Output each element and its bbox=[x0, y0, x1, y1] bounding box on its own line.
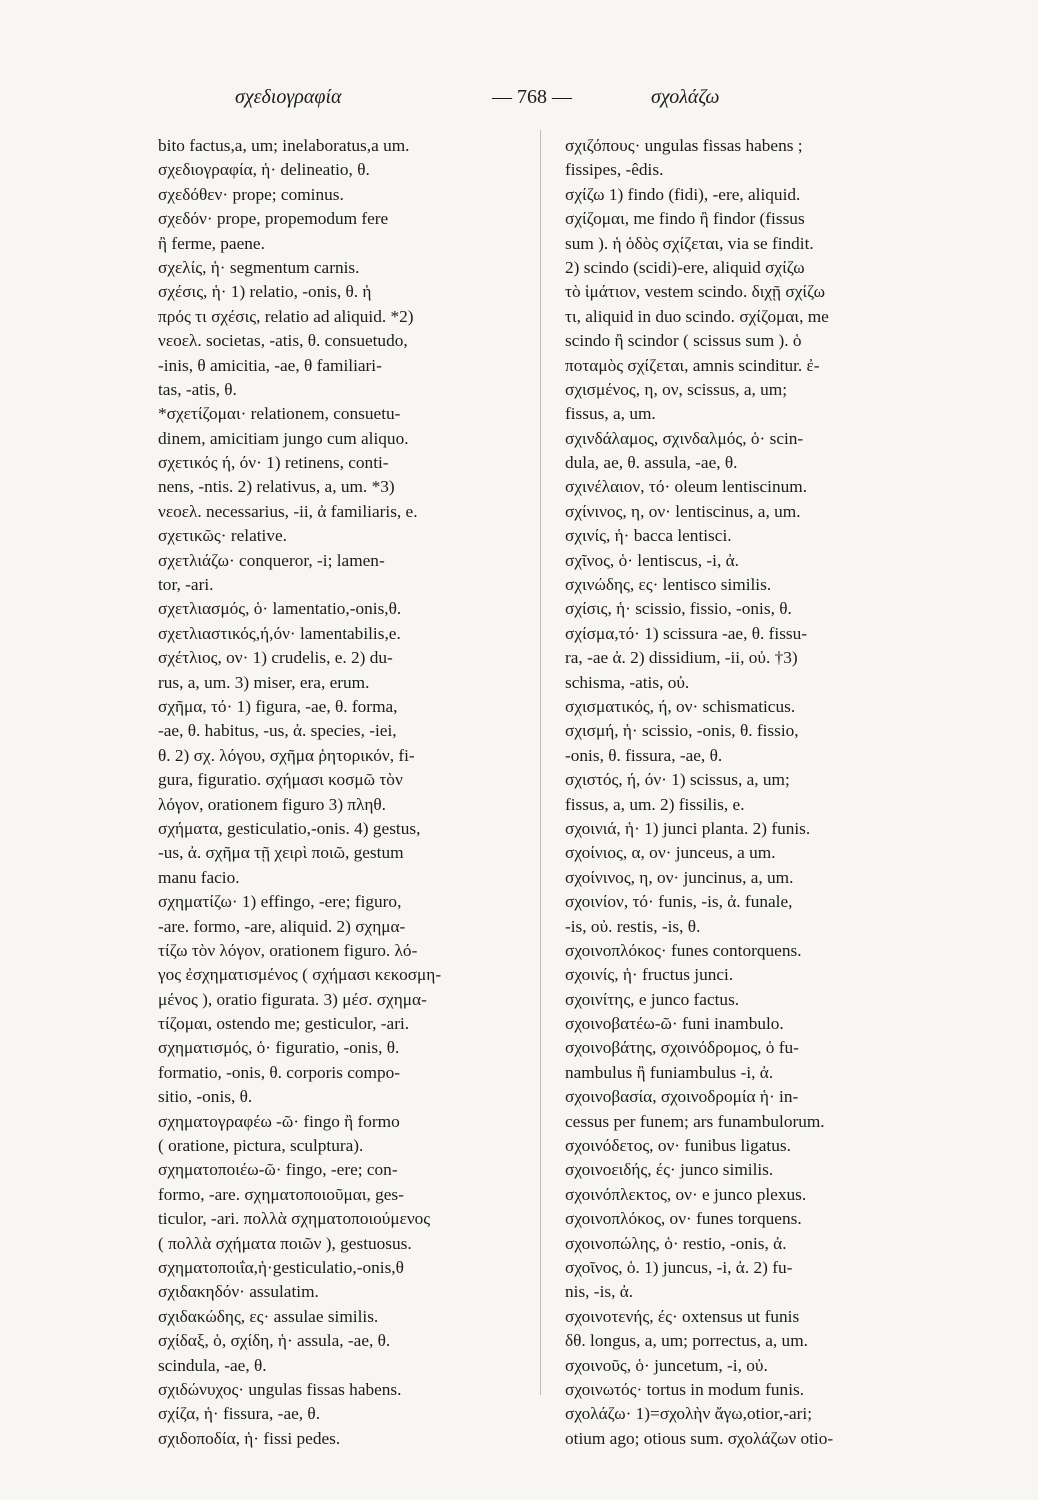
entry-line: fissus, a, um. 2) fissilis, e. bbox=[565, 794, 745, 814]
entry-line: σχοινίον, τό· funis, -is, ἀ. funale, bbox=[565, 892, 793, 912]
entry-line: σχηματοποιΐα,ἡ·gesticulatio,-onis,θ bbox=[158, 1257, 404, 1277]
entry-line: νεοελ. necessarius, -ii, ἀ familiaris, e. bbox=[158, 501, 418, 521]
entry-line: σχισμένος, η, ον, scissus, a, um; bbox=[565, 379, 788, 399]
entry-line: σχηματογραφέω -ῶ· fingo ἢ formo bbox=[158, 1111, 400, 1131]
entry-line: -onis, θ. fissura, -ae, θ. bbox=[565, 745, 723, 765]
entry-line: otium ago; otious sum. σχολάζων otio- bbox=[565, 1428, 834, 1448]
entry-line: ποταμὸς σχίζεται, amnis scinditur. ἐ- bbox=[565, 355, 820, 375]
entry-line: σχοινοπλόκος, ον· funes torquens. bbox=[565, 1209, 802, 1229]
entry-line: formo, -are. σχηματοποιοῦμαι, ges- bbox=[158, 1184, 404, 1204]
entry-line: σχοινίς, ἡ· fructus junci. bbox=[565, 965, 734, 985]
entry-line: σχηματοποιέω-ῶ· fingo, -ere; con- bbox=[158, 1160, 398, 1180]
entry-line: τι, aliquid in duo scindo. σχίζομαι, me bbox=[565, 306, 829, 326]
entry-line: σχελίς, ἡ· segmentum carnis. bbox=[158, 257, 360, 277]
entry-line: tor, -ari. bbox=[158, 575, 214, 595]
page-header bbox=[0, 86, 1038, 116]
entry-line: ticulor, -ari. πολλὰ σχηματοποιούμενος bbox=[158, 1209, 431, 1229]
entry-line: nens, -ntis. 2) relativus, a, um. *3) bbox=[158, 477, 395, 497]
entry-line: σχήματα, gesticulatio,-onis. 4) gestus, bbox=[158, 818, 421, 838]
entry-line: σχοινόδετος, ον· funibus ligatus. bbox=[565, 1136, 791, 1156]
entry-line: σχετλιάζω· conqueror, -i; lamen- bbox=[158, 550, 385, 570]
entry-line: σχολάζω· 1)=σχολὴν ἄγω,otior,-ari; bbox=[565, 1404, 813, 1424]
entry-line: σχετλιασμός, ὁ· lamentatio,-onis,θ. bbox=[158, 599, 402, 619]
entry-line: σχοίνινος, η, ον· juncinus, a, um. bbox=[565, 867, 794, 887]
header-right-word: σχολάζω bbox=[651, 86, 720, 108]
entry-line: σχιδοποδία, ἡ· fissi pedes. bbox=[158, 1428, 341, 1448]
entry-line: gura, figuratio. σχήμασι κοσμῶ τὸν bbox=[158, 770, 403, 790]
entry-line: sitio, -onis, θ. bbox=[158, 1087, 253, 1107]
entry-line: fissipes, -êdis. bbox=[565, 160, 664, 180]
entry-line: σχινώδης, ες· lentisco similis. bbox=[565, 575, 772, 595]
entry-line: ( πολλὰ σχήματα ποιῶν ), gestuosus. bbox=[158, 1233, 412, 1253]
entry-line: σχίσις, ἡ· scissio, fissio, -onis, θ. bbox=[565, 599, 792, 619]
entry-line: ra, -ae ἀ. 2) dissidium, -ii, οὐ. †3) bbox=[565, 648, 798, 668]
entry-line: λόγον, orationem figuro 3) πληθ. bbox=[158, 794, 386, 814]
entry-line: bito factus,a, um; inelaboratus,a um. bbox=[158, 136, 410, 155]
entry-line: sum ). ἡ ὁδὸς σχίζεται, via se findit. bbox=[565, 233, 814, 253]
page-number: — 768 — bbox=[492, 86, 572, 108]
entry-line: σχοινίτης, e junco factus. bbox=[565, 989, 740, 1009]
entry-line: *σχετίζομαι· relationem, consuetu- bbox=[158, 404, 401, 424]
entry-line: σχίδαξ, ὁ, σχίδη, ἡ· assula, -ae, θ. bbox=[158, 1331, 391, 1351]
entry-line: σχῆμα, τό· 1) figura, -ae, θ. forma, bbox=[158, 696, 398, 716]
header-left-word: σχεδιογραφία bbox=[235, 86, 342, 108]
entry-line: σχοινοῦς, ὁ· juncetum, -i, οὐ. bbox=[565, 1355, 768, 1375]
entry-line: δθ. longus, a, um; porrectus, a, um. bbox=[565, 1331, 808, 1351]
entry-line: σχετικός ή, όν· 1) retinens, conti- bbox=[158, 453, 389, 473]
entry-line: σχιστός, ή, όν· 1) scissus, a, um; bbox=[565, 770, 790, 790]
entry-line: σχετικῶς· relative. bbox=[158, 526, 287, 546]
entry-line: σχέτλιος, ον· 1) crudelis, e. 2) du- bbox=[158, 648, 393, 668]
entry-line: σχοινοπλόκος· funes contorquens. bbox=[565, 940, 802, 960]
entry-line: σχίσμα,τό· 1) scissura -ae, θ. fissu- bbox=[565, 623, 808, 643]
entry-line: σχίζομαι, me findo ἢ findor (fissus bbox=[565, 209, 805, 229]
entry-line: σχέσις, ἡ· 1) relatio, -onis, θ. ἡ bbox=[158, 282, 372, 302]
entry-line: σχοινόπλεκτος, ον· e junco plexus. bbox=[565, 1184, 807, 1204]
right-column bbox=[565, 134, 935, 1451]
entry-line: σχινέλαιον, τό· oleum lentiscinum. bbox=[565, 477, 808, 497]
entry-line: θ. 2) σχ. λόγου, σχῆμα ῥητορικόν, fi- bbox=[158, 745, 415, 765]
entry-line: τίζω τὸν λόγον, orationem figuro. λό- bbox=[158, 940, 418, 960]
entry-line: σχετλιαστικός,ή,όν· lamentabilis,e. bbox=[158, 623, 401, 643]
entry-line: -us, ἀ. σχῆμα τῇ χειρὶ ποιῶ, gestum bbox=[158, 843, 404, 863]
entry-line: -are. formo, -are, aliquid. 2) σχημα- bbox=[158, 916, 406, 936]
entry-line: σχινδάλαμος, σχινδαλμός, ὁ· scin- bbox=[565, 428, 804, 448]
entry-line: σχοίνιος, α, ον· junceus, a um. bbox=[565, 843, 776, 863]
entry-line: σχισμή, ἡ· scissio, -onis, θ. fissio, bbox=[565, 721, 799, 741]
entry-line: fissus, a, um. bbox=[565, 404, 656, 424]
entry-line: σχῖνος, ὁ· lentiscus, -i, ἀ. bbox=[565, 550, 739, 570]
entry-line: σχίζα, ἡ· fissura, -ae, θ. bbox=[158, 1404, 321, 1424]
entry-line: πρός τι σχέσις, relatio ad aliquid. *2) bbox=[158, 306, 414, 326]
entry-line: τὸ ἱμάτιον, vestem scindo. διχῇ σχίζω bbox=[565, 282, 825, 302]
entry-line: σχιδακηδόν· assulatim. bbox=[158, 1282, 319, 1302]
left-column bbox=[158, 134, 528, 1451]
entry-line: cessus per funem; ars funambulorum. bbox=[565, 1111, 825, 1131]
entry-line: schisma, -atis, οὐ. bbox=[565, 672, 690, 692]
entry-line: scindo ἢ scindor ( scissus sum ). ὁ bbox=[565, 331, 802, 351]
entry-line: σχιδώνυχος· ungulas fissas habens. bbox=[158, 1379, 402, 1399]
entry-line: σχίζω 1) findo (fidi), -ere, aliquid. bbox=[565, 184, 801, 204]
entry-line: σχεδόν· prope, propemodum fere bbox=[158, 209, 389, 229]
entry-line: σχιδακώδης, ες· assulae similis. bbox=[158, 1306, 379, 1326]
entry-line: -ae, θ. habitus, -us, ἀ. species, -iei, bbox=[158, 721, 397, 741]
entry-line: σχεδόθεν· prope; cominus. bbox=[158, 184, 344, 204]
entry-line: formatio, -onis, θ. corporis compo- bbox=[158, 1062, 401, 1082]
entry-line: σχίνινος, η, ον· lentiscinus, a, um. bbox=[565, 501, 801, 521]
entry-line: σχιζόπους· ungulas fissas habens ; bbox=[565, 136, 803, 155]
entry-line: 2) scindo (scidi)-ere, aliquid σχίζω bbox=[565, 257, 805, 277]
entry-line: dula, ae, θ. assula, -ae, θ. bbox=[565, 453, 738, 473]
entry-line: σχεδιογραφία, ἡ· delineatio, θ. bbox=[158, 160, 370, 180]
entry-line: σχοινοβασία, σχοινοδρομία ἡ· in- bbox=[565, 1087, 799, 1107]
entry-line: manu facio. bbox=[158, 867, 240, 887]
entry-line: σχοινιά, ἡ· 1) junci planta. 2) funis. bbox=[565, 818, 811, 838]
entry-line: -inis, θ amicitia, -ae, θ familiari- bbox=[158, 355, 382, 375]
entry-line: σχοῖνος, ὁ. 1) juncus, -i, ἀ. 2) fu- bbox=[565, 1257, 793, 1277]
entry-line: σχισματικός, ή, ον· schismaticus. bbox=[565, 696, 796, 716]
entry-line: σχινίς, ἡ· bacca lentisci. bbox=[565, 526, 732, 546]
entry-line: tas, -atis, θ. bbox=[158, 379, 237, 399]
entry-line: σχοινοειδής, ές· junco similis. bbox=[565, 1160, 774, 1180]
entry-line: νεοελ. societas, -atis, θ. consuetudo, bbox=[158, 331, 408, 351]
column-divider bbox=[540, 130, 541, 1395]
entry-line: rus, a, um. 3) miser, era, erum. bbox=[158, 672, 370, 692]
entry-line: σχηματίζω· 1) effingo, -ere; figuro, bbox=[158, 892, 402, 912]
entry-line: nambulus ἢ funiambulus -i, ἀ. bbox=[565, 1062, 774, 1082]
entry-line: γος ἐσχηματισμένος ( σχήμασι κεκοσμη- bbox=[158, 965, 442, 985]
entry-line: scindula, -ae, θ. bbox=[158, 1355, 267, 1375]
entry-line: μένος ), oratio figurata. 3) μέσ. σχημα- bbox=[158, 989, 427, 1009]
entry-line: σχοινοτενής, ές· oxtensus ut funis bbox=[565, 1306, 800, 1326]
entry-line: -is, οὐ. restis, -is, θ. bbox=[565, 916, 701, 936]
entry-line: ἢ ferme, paene. bbox=[158, 233, 265, 253]
entry-line: σχοινοπώλης, ὁ· restio, -onis, ἀ. bbox=[565, 1233, 787, 1253]
entry-line: dinem, amicitiam jungo cum aliquo. bbox=[158, 428, 409, 448]
entry-line: τίζομαι, ostendo me; gesticulor, -ari. bbox=[158, 1014, 410, 1034]
entry-line: σχοινοβάτης, σχοινόδρομος, ὁ fu- bbox=[565, 1038, 799, 1058]
entry-line: nis, -is, ἀ. bbox=[565, 1282, 634, 1302]
entry-line: ( oratione, pictura, sculptura). bbox=[158, 1136, 364, 1156]
entry-line: σχοινωτός· tortus in modum funis. bbox=[565, 1379, 805, 1399]
entry-line: σχοινοβατέω-ῶ· funi inambulo. bbox=[565, 1014, 784, 1034]
entry-line: σχηματισμός, ὁ· figuratio, -onis, θ. bbox=[158, 1038, 400, 1058]
